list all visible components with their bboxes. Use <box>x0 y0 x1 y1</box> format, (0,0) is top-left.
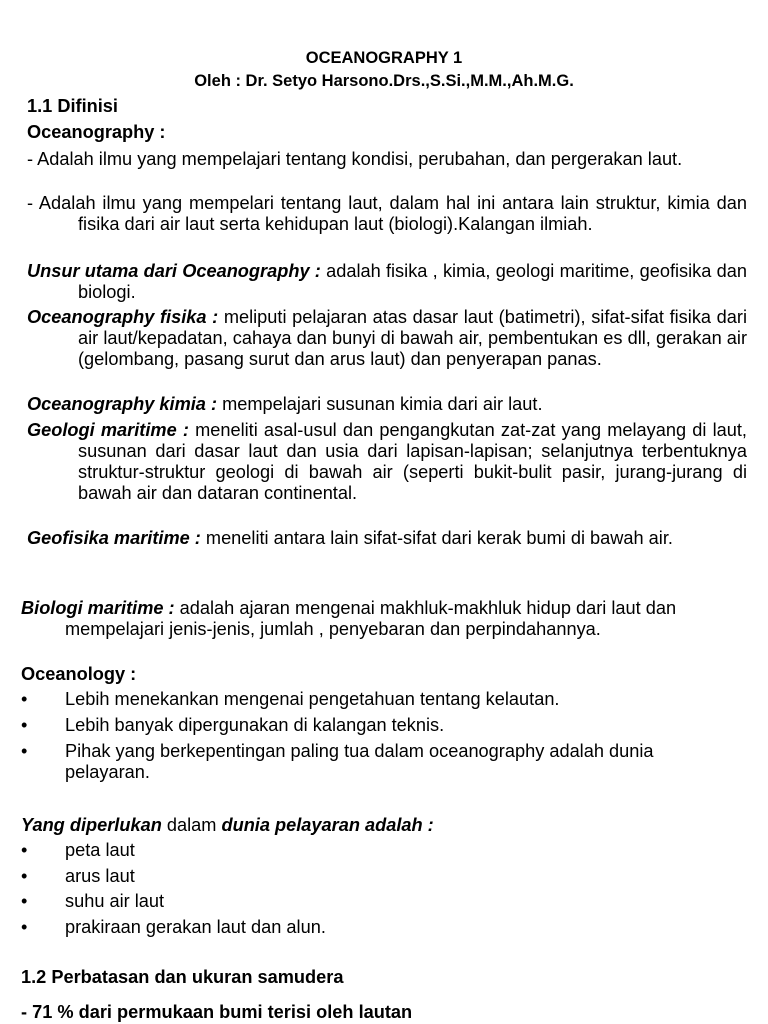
oceanology-item-1 <box>21 689 741 710</box>
fisika-label: Oceanography fisika : <box>27 307 219 327</box>
list-item-text: arus laut <box>65 866 135 886</box>
list-item-text: prakiraan gerakan laut dan alun. <box>65 917 326 937</box>
definition-1: - Adalah ilmu yang mempelajari tentang kondisi, perubahan, dan pergerakan laut. <box>27 149 683 169</box>
list-item-text: suhu air laut <box>65 891 165 911</box>
bullet-icon: • <box>21 866 28 886</box>
kimia-text: mempelajari susunan kimia dari air laut. <box>217 394 543 414</box>
list-item-text: Pihak yang berkepentingan paling tua dalam oceanography adalah dunia pelayaran. <box>65 741 654 782</box>
geofisika-maritime-paragraph <box>27 528 747 549</box>
document-title: OCEANOGRAPHY 1 <box>305 49 463 67</box>
yang-mid: dalam <box>161 815 222 835</box>
geofisika-label: Geofisika maritime : <box>27 528 201 548</box>
yang-label-2: dunia pelayaran adalah : <box>221 815 434 835</box>
yang-label: Yang diperlukan <box>21 815 162 835</box>
unsur-utama-text: adalah fisika , kimia, geologi maritime, geofisika dan biologi. <box>78 261 747 302</box>
unsur-utama-label: Unsur utama dari Oceanography : <box>27 261 321 281</box>
list-item-text: Lebih menekankan mengenai pengetahuan tentang kelautan. <box>65 689 560 709</box>
yang-item-3 <box>21 891 741 912</box>
oceanography-fisika-paragraph <box>27 307 747 370</box>
kimia-label: Oceanography kimia : <box>27 394 218 414</box>
oceanology-item-2 <box>21 715 741 736</box>
geofisika-text: meneliti antara lain sifat-sifat dari kerak bumi di bawah air. <box>200 528 673 548</box>
geologi-maritime-paragraph <box>27 420 747 504</box>
bullet-icon: • <box>21 689 28 709</box>
oceanology-heading: Oceanology : <box>21 664 137 684</box>
bullet-icon: • <box>21 741 28 761</box>
biologi-maritime-paragraph <box>21 598 721 640</box>
bullet-icon: • <box>21 715 28 735</box>
list-item-text: peta laut <box>65 840 135 860</box>
list-item-text: Lebih banyak dipergunakan di kalangan teknis. <box>65 715 445 735</box>
fisika-text: meliputi pelajaran atas dasar laut (batimetri), sifat-sifat fisika dari air laut/kepadatan, cahaya dan bunyi di bawah air, pembentukan es dll, gerakan air (gelombang, pasang surut dan arus laut) dan penyerapan panas. <box>78 307 747 369</box>
oceanography-heading: Oceanography : <box>27 122 166 142</box>
biologi-text: adalah ajaran mengenai makhluk-makhluk hidup dari laut dan mempelajari jenis-jenis, jumlah , penyebaran dan perpindahannya. <box>65 598 677 639</box>
yang-diperlukan-heading <box>21 815 741 836</box>
bullet-icon: • <box>21 917 28 937</box>
oceanography-kimia-paragraph <box>27 394 747 415</box>
yang-item-1 <box>21 840 741 861</box>
yang-item-2 <box>21 866 741 887</box>
definition-2: - Adalah ilmu yang mempelari tentang laut, dalam hal ini antara lain struktur, kimia dan fisika dari air laut serta kehidupan laut (biologi).Kalangan ilmiah. <box>27 193 747 234</box>
oceanology-item-3 <box>21 741 743 783</box>
geologi-text: meneliti asal-usul dan pengangkutan zat-zat yang melayang di laut, susunan dari dasar laut dan usia dari lapisan-lapisan; selanjutnya terbentuknya struktur-struktur geologi di bawah air (seperti bukit-bulit pasir, jurang-jurang di bawah air dan dataran continental. <box>78 420 747 503</box>
last-line: - 71 % dari permukaan bumi terisi oleh lautan <box>21 1002 413 1022</box>
section-heading-1-1: 1.1 Difinisi <box>27 96 118 116</box>
author-line: Oleh : Dr. Setyo Harsono.Drs.,S.Si.,M.M.,Ah.M.G. <box>194 72 574 90</box>
biologi-label: Biologi maritime : <box>21 598 175 618</box>
geologi-label: Geologi maritime : <box>27 420 189 440</box>
bullet-icon: • <box>21 891 28 911</box>
bullet-icon: • <box>21 840 28 860</box>
section-heading-1-2: 1.2 Perbatasan dan ukuran samudera <box>21 967 344 987</box>
yang-item-4 <box>21 917 741 938</box>
unsur-utama-paragraph <box>27 261 747 303</box>
